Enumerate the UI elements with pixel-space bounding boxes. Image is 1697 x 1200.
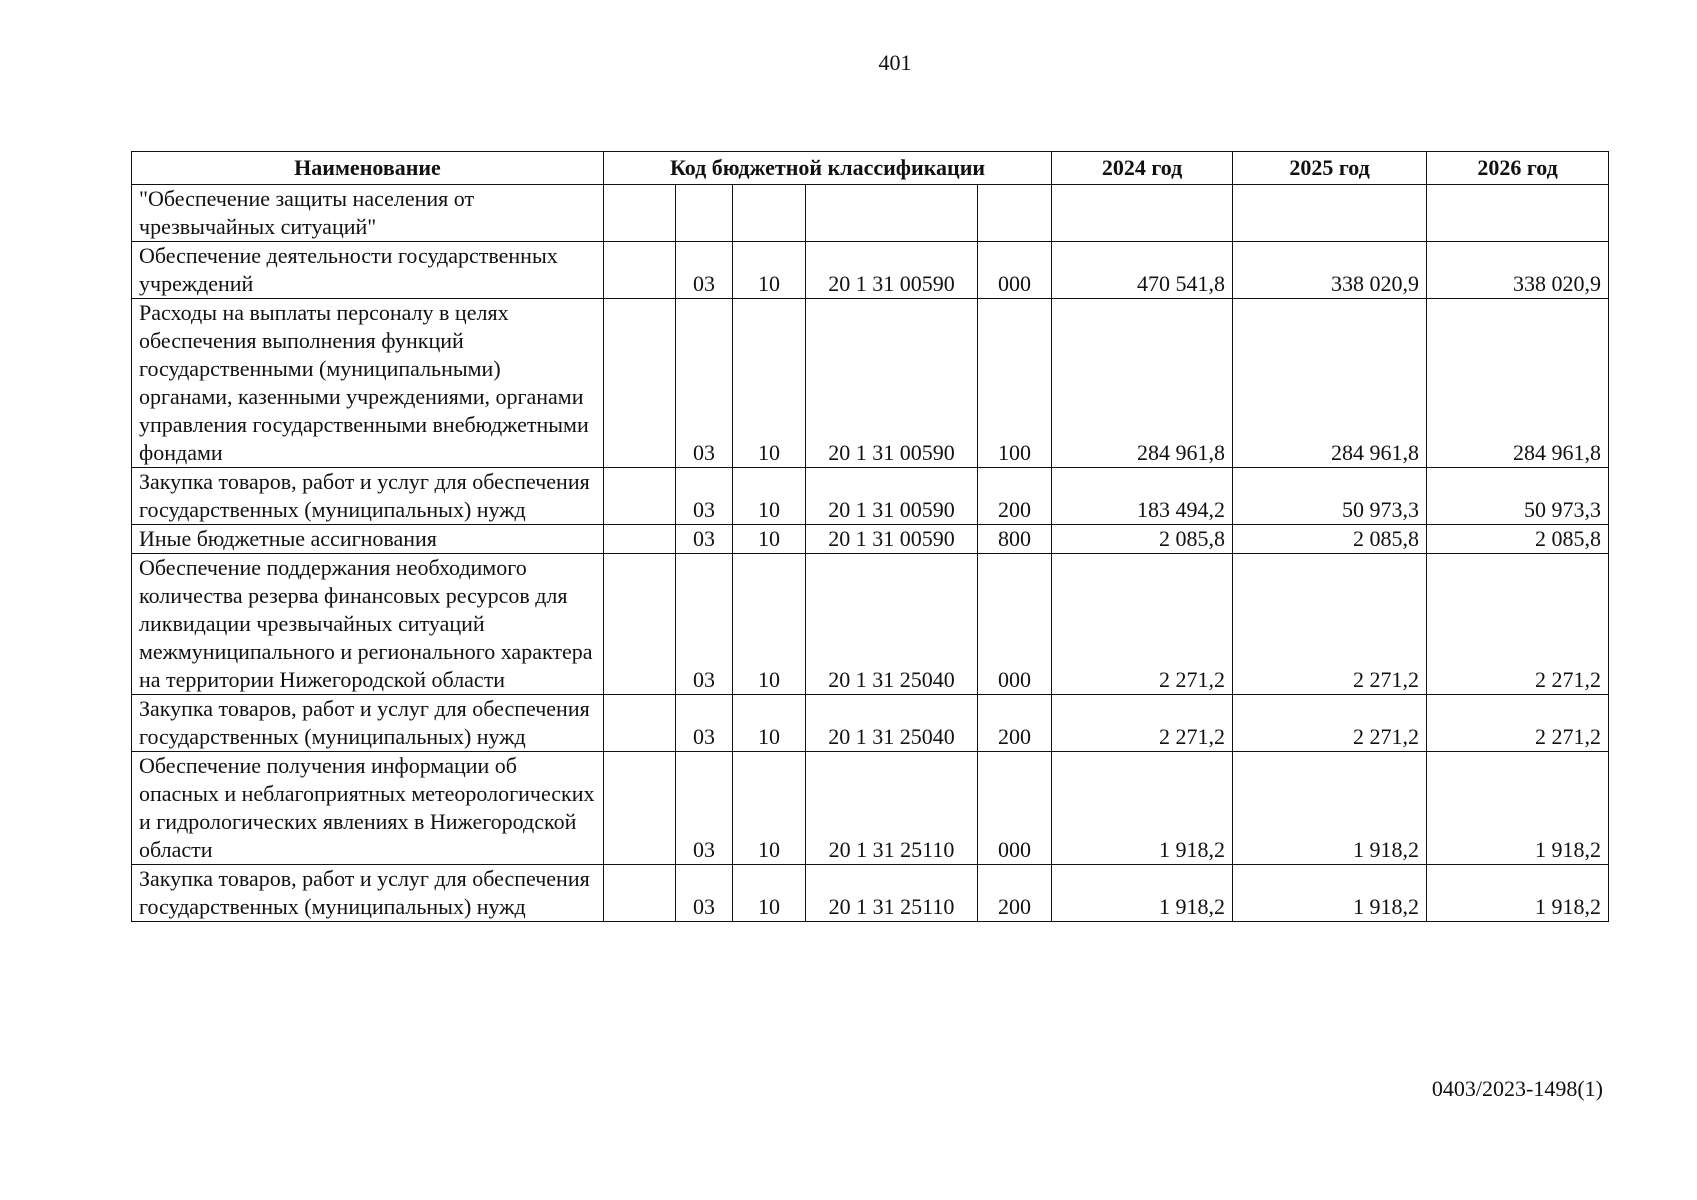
cell-code-subsection: 10 (733, 242, 806, 299)
cell-code-1 (604, 695, 676, 752)
cell-2024: 183 494,2 (1052, 468, 1233, 525)
cell-code-subsection (733, 185, 806, 242)
cell-2024: 1 918,2 (1052, 752, 1233, 865)
cell-name: Обеспечение получения информации об опасных и неблагоприятных метеорологических и гидрологических явлениях в Нижегородской области (132, 752, 604, 865)
cell-code-1 (604, 468, 676, 525)
cell-code-expense-type: 000 (978, 752, 1052, 865)
table-row (132, 865, 1609, 922)
cell-2025: 2 271,2 (1233, 695, 1427, 752)
cell-2025 (1233, 185, 1427, 242)
cell-code-target: 20 1 31 00590 (806, 525, 978, 554)
cell-code-section: 03 (676, 299, 733, 468)
cell-name: Расходы на выплаты персоналу в целях обеспечения выполнения функций государственными (муниципальными) органами, казенными учреждениями, органами управления государственными внебюджетными фондами (132, 299, 604, 468)
cell-2025: 1 918,2 (1233, 752, 1427, 865)
cell-2024: 470 541,8 (1052, 242, 1233, 299)
cell-code-1 (604, 525, 676, 554)
page-number: 401 (878, 50, 912, 75)
cell-2026: 2 085,8 (1427, 525, 1609, 554)
cell-code-section: 03 (676, 554, 733, 695)
cell-2026: 50 973,3 (1427, 468, 1609, 525)
cell-name: Закупка товаров, работ и услуг для обеспечения государственных (муниципальных) нужд (132, 865, 604, 922)
cell-code-target: 20 1 31 00590 (806, 468, 978, 525)
cell-code-section: 03 (676, 242, 733, 299)
cell-code-subsection: 10 (733, 525, 806, 554)
cell-code-section: 03 (676, 752, 733, 865)
header-name: Наименование (132, 152, 604, 185)
cell-code-section (676, 185, 733, 242)
table-row (132, 554, 1609, 695)
table-row (132, 525, 1609, 554)
cell-name: Обеспечение деятельности государственных учреждений (132, 242, 604, 299)
cell-name: Закупка товаров, работ и услуг для обеспечения государственных (муниципальных) нужд (132, 695, 604, 752)
cell-2025: 284 961,8 (1233, 299, 1427, 468)
cell-2024: 2 271,2 (1052, 554, 1233, 695)
cell-2026: 2 271,2 (1427, 554, 1609, 695)
cell-code-subsection: 10 (733, 468, 806, 525)
header-2026: 2026 год (1427, 152, 1609, 185)
table-row (132, 695, 1609, 752)
cell-code-expense-type: 800 (978, 525, 1052, 554)
cell-name: Обеспечение поддержания необходимого количества резерва финансовых ресурсов для ликвидации чрезвычайных ситуаций межмуниципального и регионального характера на территории Нижегородской области (132, 554, 604, 695)
cell-2024: 2 271,2 (1052, 695, 1233, 752)
cell-code-1 (604, 554, 676, 695)
cell-2024: 284 961,8 (1052, 299, 1233, 468)
cell-code-expense-type: 200 (978, 695, 1052, 752)
cell-code-1 (604, 242, 676, 299)
cell-2026: 2 271,2 (1427, 695, 1609, 752)
cell-code-target: 20 1 31 25040 (806, 695, 978, 752)
table-row (132, 752, 1609, 865)
cell-2025: 2 271,2 (1233, 554, 1427, 695)
cell-name: Закупка товаров, работ и услуг для обеспечения государственных (муниципальных) нужд (132, 468, 604, 525)
cell-code-target: 20 1 31 25040 (806, 554, 978, 695)
cell-code-expense-type: 200 (978, 468, 1052, 525)
cell-2024 (1052, 185, 1233, 242)
header-code: Код бюджетной классификации (604, 152, 1052, 185)
cell-2025: 50 973,3 (1233, 468, 1427, 525)
cell-code-subsection: 10 (733, 695, 806, 752)
budget-table (131, 151, 1609, 922)
cell-code-1 (604, 185, 676, 242)
cell-code-expense-type (978, 185, 1052, 242)
cell-code-expense-type: 000 (978, 242, 1052, 299)
cell-code-subsection: 10 (733, 865, 806, 922)
cell-2026: 1 918,2 (1427, 752, 1609, 865)
header-2025: 2025 год (1233, 152, 1427, 185)
cell-name: "Обеспечение защиты населения от чрезвычайных ситуаций" (132, 185, 604, 242)
document-code: 0403/2023-1498(1) (1431, 1076, 1603, 1101)
cell-code-expense-type: 200 (978, 865, 1052, 922)
cell-code-1 (604, 299, 676, 468)
cell-2026: 338 020,9 (1427, 242, 1609, 299)
cell-code-section: 03 (676, 865, 733, 922)
cell-2025: 2 085,8 (1233, 525, 1427, 554)
cell-code-section: 03 (676, 468, 733, 525)
cell-2026: 284 961,8 (1427, 299, 1609, 468)
cell-2026 (1427, 185, 1609, 242)
table-row (132, 299, 1609, 468)
cell-code-target: 20 1 31 00590 (806, 242, 978, 299)
cell-code-target: 20 1 31 00590 (806, 299, 978, 468)
cell-code-subsection: 10 (733, 752, 806, 865)
cell-code-target: 20 1 31 25110 (806, 752, 978, 865)
cell-code-section: 03 (676, 525, 733, 554)
cell-name: Иные бюджетные ассигнования (132, 525, 604, 554)
cell-code-subsection: 10 (733, 299, 806, 468)
cell-code-1 (604, 865, 676, 922)
cell-code-subsection: 10 (733, 554, 806, 695)
cell-2025: 338 020,9 (1233, 242, 1427, 299)
cell-code-expense-type: 100 (978, 299, 1052, 468)
table-row (132, 242, 1609, 299)
cell-2024: 2 085,8 (1052, 525, 1233, 554)
cell-code-target (806, 185, 978, 242)
table-body (132, 185, 1609, 922)
table-header-row (132, 152, 1609, 185)
header-2024: 2024 год (1052, 152, 1233, 185)
cell-2025: 1 918,2 (1233, 865, 1427, 922)
cell-code-expense-type: 000 (978, 554, 1052, 695)
cell-2024: 1 918,2 (1052, 865, 1233, 922)
cell-code-section: 03 (676, 695, 733, 752)
table-row (132, 468, 1609, 525)
cell-2026: 1 918,2 (1427, 865, 1609, 922)
cell-code-target: 20 1 31 25110 (806, 865, 978, 922)
table-row (132, 185, 1609, 242)
cell-code-1 (604, 752, 676, 865)
